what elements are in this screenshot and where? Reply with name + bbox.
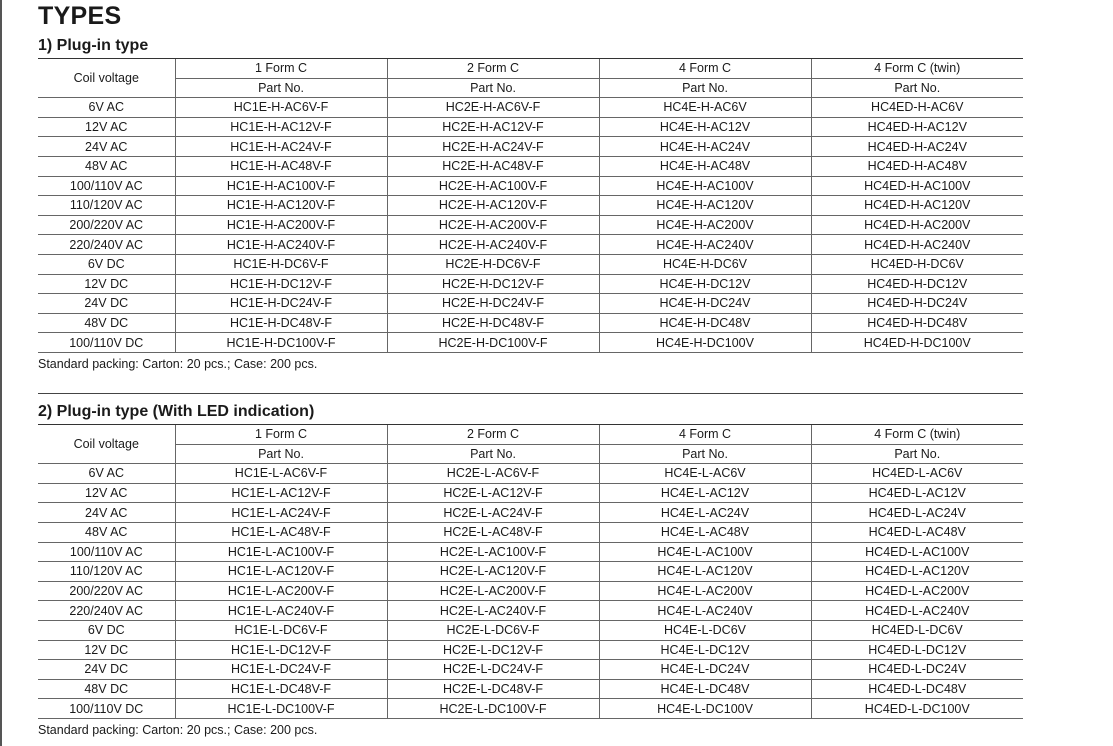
form-header: 1 Form C: [175, 425, 387, 445]
part-number-cell: HC2E-H-DC100V-F: [387, 333, 599, 353]
part-number-cell: HC4ED-H-AC200V: [811, 215, 1023, 235]
table-body: [38, 98, 1023, 353]
table-row: [38, 601, 1023, 621]
part-no-header-row: [38, 444, 1023, 464]
page-left-border: [0, 0, 2, 746]
part-number-cell: HC2E-H-AC6V-F: [387, 98, 599, 118]
part-number-cell: HC4ED-L-AC120V: [811, 562, 1023, 582]
part-number-cell: HC2E-L-AC6V-F: [387, 464, 599, 484]
part-number-cell: HC2E-L-AC120V-F: [387, 562, 599, 582]
coil-voltage-cell: 200/220V AC: [38, 581, 175, 601]
table-row: [38, 503, 1023, 523]
part-number-cell: HC2E-H-AC200V-F: [387, 215, 599, 235]
part-number-cell: HC1E-L-AC6V-F: [175, 464, 387, 484]
coil-voltage-cell: 12V DC: [38, 640, 175, 660]
part-number-cell: HC1E-L-AC100V-F: [175, 542, 387, 562]
part-number-cell: HC4ED-L-DC24V: [811, 660, 1023, 680]
part-no-header: Part No.: [599, 78, 811, 98]
form-header: 1 Form C: [175, 59, 387, 79]
part-number-cell: HC2E-H-AC240V-F: [387, 235, 599, 255]
coil-voltage-cell: 48V AC: [38, 156, 175, 176]
table-row: [38, 679, 1023, 699]
part-number-cell: HC2E-H-DC48V-F: [387, 313, 599, 333]
table-row: [38, 176, 1023, 196]
part-number-cell: HC4ED-L-DC100V: [811, 699, 1023, 719]
part-number-cell: HC2E-L-AC200V-F: [387, 581, 599, 601]
coil-voltage-cell: 110/120V AC: [38, 196, 175, 216]
coil-voltage-cell: 48V AC: [38, 522, 175, 542]
table-row: [38, 660, 1023, 680]
part-number-cell: HC4ED-L-AC240V: [811, 601, 1023, 621]
part-number-cell: HC2E-H-AC12V-F: [387, 117, 599, 137]
part-no-header: Part No.: [175, 444, 387, 464]
coil-voltage-cell: 12V AC: [38, 117, 175, 137]
part-number-cell: HC1E-H-DC48V-F: [175, 313, 387, 333]
part-number-cell: HC4E-H-DC48V: [599, 313, 811, 333]
part-number-cell: HC4ED-L-AC100V: [811, 542, 1023, 562]
part-number-cell: HC4E-L-DC12V: [599, 640, 811, 660]
form-header: 4 Form C (twin): [811, 59, 1023, 79]
part-number-cell: HC4E-L-AC120V: [599, 562, 811, 582]
table-row: [38, 522, 1023, 542]
part-number-cell: HC4E-H-AC24V: [599, 137, 811, 157]
part-number-cell: HC1E-L-DC48V-F: [175, 679, 387, 699]
part-number-cell: HC1E-H-AC120V-F: [175, 196, 387, 216]
part-number-cell: HC4E-L-AC6V: [599, 464, 811, 484]
table-row: [38, 562, 1023, 582]
part-number-cell: HC1E-H-DC12V-F: [175, 274, 387, 294]
coil-voltage-cell: 100/110V DC: [38, 699, 175, 719]
part-number-cell: HC2E-L-AC24V-F: [387, 503, 599, 523]
coil-voltage-cell: 220/240V AC: [38, 601, 175, 621]
part-number-cell: HC4E-L-AC24V: [599, 503, 811, 523]
part-no-header: Part No.: [811, 444, 1023, 464]
part-number-cell: HC2E-L-DC12V-F: [387, 640, 599, 660]
part-number-cell: HC4E-H-DC24V: [599, 294, 811, 314]
part-no-header: Part No.: [175, 78, 387, 98]
part-number-cell: HC4E-L-DC48V: [599, 679, 811, 699]
form-header: 4 Form C: [599, 59, 811, 79]
coil-voltage-cell: 6V AC: [38, 98, 175, 118]
part-number-cell: HC2E-H-AC48V-F: [387, 156, 599, 176]
coil-voltage-cell: 48V DC: [38, 679, 175, 699]
coil-voltage-cell: 24V DC: [38, 660, 175, 680]
part-number-cell: HC2E-H-DC24V-F: [387, 294, 599, 314]
part-number-cell: HC4ED-H-DC6V: [811, 254, 1023, 274]
part-number-cell: HC4ED-L-DC48V: [811, 679, 1023, 699]
table-row: [38, 542, 1023, 562]
part-number-cell: HC4E-H-AC6V: [599, 98, 811, 118]
part-number-cell: HC4E-H-DC12V: [599, 274, 811, 294]
table-row: [38, 254, 1023, 274]
types-table: [38, 424, 1023, 719]
coil-voltage-header: Coil voltage: [38, 425, 175, 464]
part-number-cell: HC1E-L-AC120V-F: [175, 562, 387, 582]
packing-note: Standard packing: Carton: 20 pcs.; Case: 200 pcs.: [38, 722, 318, 737]
part-number-cell: HC1E-H-DC24V-F: [175, 294, 387, 314]
coil-voltage-cell: 100/110V AC: [38, 542, 175, 562]
part-number-cell: HC1E-H-AC12V-F: [175, 117, 387, 137]
part-number-cell: HC4ED-H-AC48V: [811, 156, 1023, 176]
part-number-cell: HC4E-L-AC100V: [599, 542, 811, 562]
part-number-cell: HC4E-H-AC120V: [599, 196, 811, 216]
part-number-cell: HC1E-L-AC12V-F: [175, 483, 387, 503]
coil-voltage-header: Coil voltage: [38, 59, 175, 98]
part-number-cell: HC1E-H-AC200V-F: [175, 215, 387, 235]
coil-voltage-cell: 220/240V AC: [38, 235, 175, 255]
part-number-cell: HC2E-L-DC100V-F: [387, 699, 599, 719]
part-no-header: Part No.: [387, 78, 599, 98]
table-row: [38, 196, 1023, 216]
part-number-cell: HC1E-L-DC12V-F: [175, 640, 387, 660]
table-row: [38, 581, 1023, 601]
coil-voltage-cell: 24V DC: [38, 294, 175, 314]
form-header: 2 Form C: [387, 59, 599, 79]
packing-note: Standard packing: Carton: 20 pcs.; Case: 200 pcs.: [38, 356, 318, 371]
table-row: [38, 333, 1023, 353]
coil-voltage-cell: 6V DC: [38, 620, 175, 640]
part-number-cell: HC4ED-L-AC48V: [811, 522, 1023, 542]
form-header: 4 Form C: [599, 425, 811, 445]
coil-voltage-cell: 12V DC: [38, 274, 175, 294]
part-number-cell: HC2E-L-DC24V-F: [387, 660, 599, 680]
part-number-cell: HC2E-L-AC100V-F: [387, 542, 599, 562]
table-row: [38, 640, 1023, 660]
part-number-cell: HC4E-H-AC12V: [599, 117, 811, 137]
part-number-cell: HC4E-L-DC100V: [599, 699, 811, 719]
part-number-cell: HC4E-L-AC200V: [599, 581, 811, 601]
coil-voltage-cell: 24V AC: [38, 137, 175, 157]
part-number-cell: HC4E-L-DC24V: [599, 660, 811, 680]
part-number-cell: HC2E-L-DC6V-F: [387, 620, 599, 640]
part-number-cell: HC2E-H-AC24V-F: [387, 137, 599, 157]
part-number-cell: HC4E-L-AC240V: [599, 601, 811, 621]
part-number-cell: HC4ED-H-AC6V: [811, 98, 1023, 118]
part-number-cell: HC1E-L-AC48V-F: [175, 522, 387, 542]
table-row: [38, 235, 1023, 255]
part-number-cell: HC4ED-H-DC100V: [811, 333, 1023, 353]
part-number-cell: HC4ED-H-AC24V: [811, 137, 1023, 157]
part-number-cell: HC2E-H-AC120V-F: [387, 196, 599, 216]
part-number-cell: HC4ED-L-AC200V: [811, 581, 1023, 601]
part-number-cell: HC4E-L-DC6V: [599, 620, 811, 640]
part-number-cell: HC1E-L-DC24V-F: [175, 660, 387, 680]
part-number-cell: HC2E-L-AC12V-F: [387, 483, 599, 503]
section-title: 1) Plug-in type: [38, 37, 149, 54]
table-row: [38, 483, 1023, 503]
types-table: [38, 58, 1023, 353]
part-number-cell: HC4ED-H-AC12V: [811, 117, 1023, 137]
table-row: [38, 98, 1023, 118]
part-number-cell: HC2E-L-AC240V-F: [387, 601, 599, 621]
part-no-header-row: [38, 78, 1023, 98]
coil-voltage-cell: 200/220V AC: [38, 215, 175, 235]
coil-voltage-cell: 24V AC: [38, 503, 175, 523]
part-number-cell: HC4ED-L-AC24V: [811, 503, 1023, 523]
part-number-cell: HC4ED-L-DC6V: [811, 620, 1023, 640]
table-row: [38, 313, 1023, 333]
part-number-cell: HC4E-L-AC12V: [599, 483, 811, 503]
part-no-header: Part No.: [599, 444, 811, 464]
part-number-cell: HC4ED-H-DC48V: [811, 313, 1023, 333]
section-title: 2) Plug-in type (With LED indication): [38, 403, 315, 420]
part-number-cell: HC4ED-L-AC6V: [811, 464, 1023, 484]
part-number-cell: HC4ED-L-AC12V: [811, 483, 1023, 503]
part-number-cell: HC1E-H-AC6V-F: [175, 98, 387, 118]
part-number-cell: HC4ED-H-AC240V: [811, 235, 1023, 255]
part-number-cell: HC2E-H-DC12V-F: [387, 274, 599, 294]
coil-voltage-cell: 6V AC: [38, 464, 175, 484]
table-row: [38, 156, 1023, 176]
part-no-header: Part No.: [811, 78, 1023, 98]
coil-voltage-cell: 12V AC: [38, 483, 175, 503]
part-number-cell: HC1E-H-AC100V-F: [175, 176, 387, 196]
form-header-row: [38, 425, 1023, 445]
part-number-cell: HC4E-H-DC6V: [599, 254, 811, 274]
part-number-cell: HC4ED-H-DC24V: [811, 294, 1023, 314]
part-number-cell: HC2E-H-DC6V-F: [387, 254, 599, 274]
table-row: [38, 620, 1023, 640]
table-row: [38, 699, 1023, 719]
table-row: [38, 117, 1023, 137]
coil-voltage-cell: 6V DC: [38, 254, 175, 274]
part-number-cell: HC1E-H-AC240V-F: [175, 235, 387, 255]
table-row: [38, 294, 1023, 314]
form-header-row: [38, 59, 1023, 79]
part-number-cell: HC4E-H-AC240V: [599, 235, 811, 255]
part-number-cell: HC1E-H-AC48V-F: [175, 156, 387, 176]
part-number-cell: HC1E-L-AC24V-F: [175, 503, 387, 523]
part-number-cell: HC4ED-H-DC12V: [811, 274, 1023, 294]
section-plug-in-type: [38, 34, 1023, 374]
coil-voltage-cell: 110/120V AC: [38, 562, 175, 582]
part-number-cell: HC4E-L-AC48V: [599, 522, 811, 542]
coil-voltage-cell: 48V DC: [38, 313, 175, 333]
table-row: [38, 274, 1023, 294]
part-number-cell: HC4ED-H-AC100V: [811, 176, 1023, 196]
part-number-cell: HC1E-H-AC24V-F: [175, 137, 387, 157]
part-number-cell: HC2E-L-AC48V-F: [387, 522, 599, 542]
part-no-header: Part No.: [387, 444, 599, 464]
part-number-cell: HC1E-H-DC100V-F: [175, 333, 387, 353]
part-number-cell: HC1E-L-AC200V-F: [175, 581, 387, 601]
part-number-cell: HC4E-H-AC100V: [599, 176, 811, 196]
coil-voltage-cell: 100/110V AC: [38, 176, 175, 196]
section-plug-in-type-led: [38, 393, 1023, 740]
part-number-cell: HC1E-L-DC100V-F: [175, 699, 387, 719]
table-row: [38, 464, 1023, 484]
table-row: [38, 137, 1023, 157]
part-number-cell: HC2E-L-DC48V-F: [387, 679, 599, 699]
part-number-cell: HC1E-H-DC6V-F: [175, 254, 387, 274]
part-number-cell: HC2E-H-AC100V-F: [387, 176, 599, 196]
part-number-cell: HC4ED-H-AC120V: [811, 196, 1023, 216]
part-number-cell: HC4E-H-AC48V: [599, 156, 811, 176]
page-title: TYPES: [38, 2, 122, 30]
part-number-cell: HC1E-L-AC240V-F: [175, 601, 387, 621]
form-header: 2 Form C: [387, 425, 599, 445]
table-row: [38, 215, 1023, 235]
form-header: 4 Form C (twin): [811, 425, 1023, 445]
part-number-cell: HC4E-H-AC200V: [599, 215, 811, 235]
part-number-cell: HC4E-H-DC100V: [599, 333, 811, 353]
coil-voltage-cell: 100/110V DC: [38, 333, 175, 353]
part-number-cell: HC1E-L-DC6V-F: [175, 620, 387, 640]
table-body: [38, 464, 1023, 719]
part-number-cell: HC4ED-L-DC12V: [811, 640, 1023, 660]
